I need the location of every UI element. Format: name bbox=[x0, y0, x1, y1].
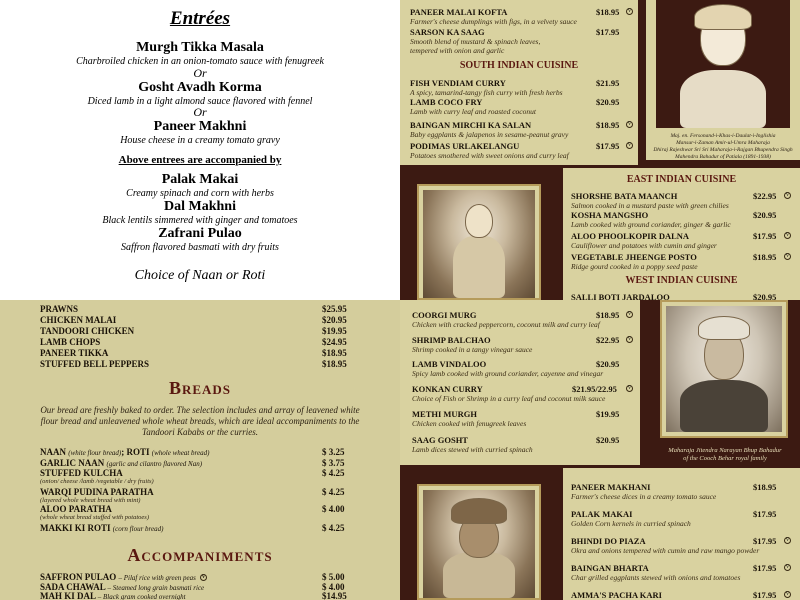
accompanied-label: Above entrees are accompanied by bbox=[118, 154, 282, 166]
menu-panel-vegetarian: PANEER MAKHANI $18.95 Farmer's cheese dices in a creamy tomato sauce PALAK MAKAI $17.95 Golden Corn kernels in curried spinach BHINDI DO PIAZA $17.95 V Okra and onions tempered with cumin and raw mango powder BAINGAN BHARTA $17.95 V Char grilled eggplants stewed with onions and tomatoes AMMA'S PACHA KARI $17.95 V bbox=[563, 468, 800, 600]
portrait-caption: Maj. en. Fersonand-i-Khas-i-Daulat-i-Inglishia Mansur-i-Zaman Amir-ul-Umra Maharaja Dhiraj Rajeshwar Sri Sri Maharaja-i-Rajgan Bhupendra Singh Mahendra Bahadur of Patiala (1891-1938) bbox=[653, 133, 793, 160]
veg-icon: V bbox=[627, 143, 632, 148]
dish-name: Gosht Avadh Korma bbox=[138, 80, 262, 95]
portrait-frame-right bbox=[660, 300, 788, 438]
dish-desc: Charbroiled chicken in an onion-tomato sauce with fenugreek bbox=[76, 56, 324, 67]
side-name: Dal Makhni bbox=[164, 199, 236, 214]
portrait-caption: Maharaja Jitendra Narayan Bhup Bahadur of the Cooch Behar royal family bbox=[668, 447, 782, 462]
accompaniments-title: Accompaniments bbox=[127, 545, 273, 565]
naan-roti-choice: Choice of Naan or Roti bbox=[134, 268, 266, 283]
breads-intro: Our bread are freshly baked to order. The selection includes and array of leavened white flour bread and unleavened whole wheat breads, which are ideal accompaniments to the Tandoori Kababs or the curries. bbox=[40, 405, 360, 437]
regional-cuisine-panel bbox=[400, 0, 800, 300]
dish-name: Paneer Makhni bbox=[153, 119, 247, 134]
veg-icon: V bbox=[785, 254, 790, 259]
veg-icon: V bbox=[627, 337, 632, 342]
veg-icon: V bbox=[627, 122, 632, 127]
side-desc: Black lentils simmered with ginger and tomatoes bbox=[102, 215, 298, 226]
side-desc: Creamy spinach and corn with herbs bbox=[126, 188, 274, 199]
maharaja-portrait-image bbox=[656, 0, 790, 128]
cooch-behar-portrait-image bbox=[666, 306, 782, 432]
veg-icon: V bbox=[627, 386, 632, 391]
or-label: Or bbox=[193, 105, 207, 119]
dish-name: Murgh Tikka Masala bbox=[136, 40, 264, 55]
veg-icon: V bbox=[785, 538, 790, 543]
portrait-frame-top bbox=[646, 0, 800, 160]
side-name: Palak Makai bbox=[161, 172, 239, 187]
turbaned-man-portrait-image bbox=[423, 490, 535, 598]
dish-desc: Diced lamb in a light almond sauce flavored with fennel bbox=[87, 96, 313, 107]
veg-icon: V bbox=[785, 233, 790, 238]
menu-panel-east: EAST INDIAN CUISINE SHORSHE BATA MAANCH $22.95 V Salmon cooked in a mustard paste with green chilies KOSHA MANGSHO $20.95 Lamb cooked with ground coriander, ginger & garlic ALOO PHOOLKOPIR DALNA $17.95 V Cauliflower and potatoes with cumin and ginger VEGETABLE JHEENGE POSTO $18.95 V Ridge gourd cooked in a poppy seed paste WEST INDIAN CUISINE SALLI BOTI JARDALOO $20.95 bbox=[563, 168, 800, 300]
side-desc: Saffron flavored basmati with dry fruits bbox=[121, 242, 279, 253]
entrees-panel bbox=[0, 0, 400, 300]
menu-panel-top: PANEER MALAI KOFTA $18.95 V Farmer's cheese dumplings with figs, in a velvety sauce SARSON KA SAAG $17.95 Smooth blend of mustard & spinach leaves, tempered with onion and garlic SOUTH INDIAN CUISINE FISH VENDIAM CURRY $21.95 A spicy, tamarind-tangy fish curry with fresh herbs LAMB COCO FRY $20.95 Lamb with curry leaf and roasted coconut BAINGAN MIRCHI KA SALAN $18.95 V Baby eggplants & jalapenos in sesame-peanut gravy PODIMAS URLAKELANGU $17.95 V Potatoes smothered with sweet onions and curry leaf bbox=[400, 0, 638, 165]
prince-portrait-image bbox=[423, 190, 535, 298]
portrait-frame-bottom bbox=[417, 184, 541, 300]
veg-icon: V bbox=[201, 575, 206, 581]
side-name: Zafrani Pulao bbox=[158, 226, 242, 241]
veg-icon: V bbox=[785, 193, 790, 198]
entrees-title: Entrées bbox=[169, 8, 231, 29]
curries-panel bbox=[400, 300, 800, 600]
west-indian-title: WEST INDIAN CUISINE bbox=[625, 275, 738, 286]
south-indian-title: SOUTH INDIAN CUISINE bbox=[459, 60, 579, 71]
breads-panel: PRAWNS $25.95 CHICKEN MALAI $20.95 TANDOORI CHICKEN $19.95 LAMB CHOPS $24.95 PANEER TIKKA $18.95 STUFFED BELL PEPPERS $18.95 Breads Our bread are freshly baked to order. The selection includes and array of leavened white flour bread and unleavened whole wheat breads, which are ideal accompaniments to the Tandoori Kababs or the curries. NAAN (white flour bread); ROTI (whole wheat bread) $ 3.25 GARLIC NAAN (garlic and cilantro flavored Nan) $ 3.75 STUFFED KULCHA (onion/ cheese /lamb /vegetable / dry fruits) $ 4.25 WARQI PUDINA PARATHA (layered whole wheat bread with mint) $ 4.25 ALOO PARATHA (whole wheat bread stuffed with potatoes) $ 4.00 MAKKI KI ROTI (corn flour bread) $ 4.25 Accompaniments SAFFRON PULAO – Pilaf rice with green peas V $ 5.00 SADA CHAWAL – Steamed long grain basmati rice $ 4.00 MAH KI DAL – Black gram cooked overnight $14.95 bbox=[0, 300, 400, 600]
portrait-frame-bottom-left bbox=[417, 484, 541, 600]
dish-desc: House cheese in a creamy tomato gravy bbox=[120, 135, 280, 146]
veg-icon: V bbox=[627, 9, 632, 14]
veg-icon: V bbox=[785, 565, 790, 570]
veg-icon: V bbox=[785, 592, 790, 597]
veg-icon: V bbox=[627, 312, 632, 317]
east-indian-title: EAST INDIAN CUISINE bbox=[626, 174, 737, 185]
breads-title: Breads bbox=[168, 378, 232, 398]
menu-panel-curries: COORGI MURG $18.95 V Chicken with cracked peppercorn, coconut milk and curry leaf SHRIMP BALCHAO $22.95 V Shrimp cooked in a tangy vinegar sauce LAMB VINDALOO $20.95 Spicy lamb cooked with ground coriander, cayenne and vinegar KONKAN CURRY $21.95/22.95 V Choice of Fish or Shrimp in a curry leaf and coconut milk sauce METHI MURGH $19.95 Chicken cooked with fenugreek leaves SAAG GOSHT $20.95 Lamb dices stewed with curried spinach bbox=[400, 300, 640, 465]
or-label: Or bbox=[193, 66, 207, 80]
